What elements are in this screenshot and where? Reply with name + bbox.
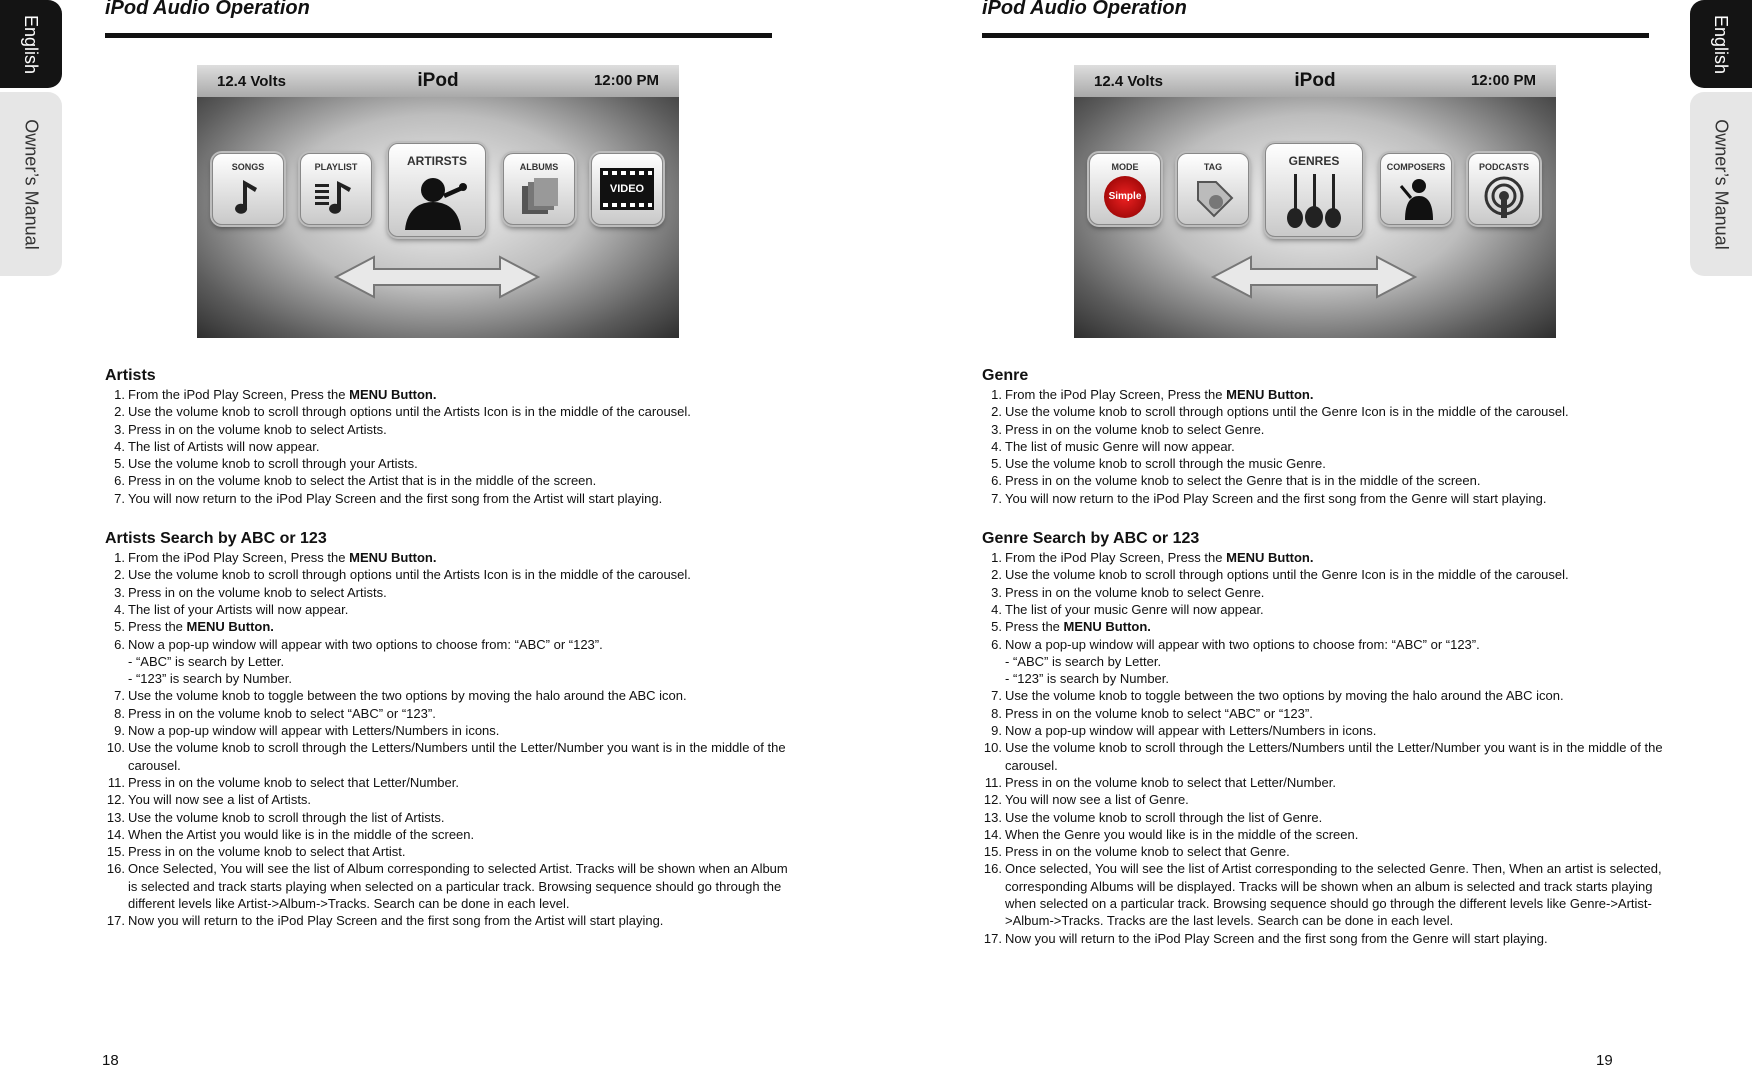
step-number: 4. [991,438,1002,454]
step-item [105,705,795,722]
step-subitem: - “123” is search by Number. [1005,671,1170,687]
step-item [105,809,795,826]
step-number: 5. [114,619,125,635]
carousel-arrows-icon[interactable] [334,255,540,299]
step-item [105,843,795,860]
section-heading: Genre Search by ABC or 123 [982,530,1200,548]
step-text: Use the volume knob to scroll through the list of Artists. [128,809,445,825]
step-text: Once selected, You will see the list of Artist corresponding to the selected Genre. Then, When an artist is selected, corresponding Albums will be displayed. Tracks will be shown when an album is selected and track starts playing when selected on a particular track. Browsing sequence should go through the different levels like Genre->Artist->Album->Tracks. Tracks are the last levels. Search can be done in each level. [1005,861,1662,929]
page-number: 19 [1596,1052,1613,1069]
step-text: You will now see a list of Artists. [128,792,312,808]
step-item [105,584,795,601]
clock-readout: 12:00 PM [593,72,659,89]
step-text: Now you will return to the iPod Play Screen and the first song from the Genre will start playing. [1005,930,1548,946]
step-text: Press in on the volume knob to select that Artist. [128,844,406,860]
page-title: iPod Audio Operation [982,0,1187,19]
step-number: 16. [106,861,125,877]
guitars-icon [1280,174,1348,228]
step-number: 3. [114,421,125,437]
step-text: Use the volume knob to toggle between the two options by moving the halo around the ABC icon. [128,688,687,704]
singer-icon [399,172,475,230]
step-number: 15. [983,844,1002,860]
step-text: Now you will return to the iPod Play Screen and the first song from the Artist will start playing. [128,913,664,929]
step-text: Now a pop-up window will appear with two options to choose from: “ABC” or “123”. [1005,636,1480,652]
carousel-arrows-icon[interactable] [1211,255,1417,299]
step-text: Press in on the volume knob to select Artists. [128,421,387,437]
step-item [982,930,1672,947]
step-text: When the Genre you would like is in the middle of the screen. [1005,826,1359,842]
step-text: The list of music Genre will now appear. [1005,438,1235,454]
step-number: 4. [114,601,125,617]
voltage-readout: 12.4 Volts [217,73,286,90]
step-item [105,636,795,653]
step-item [105,549,795,566]
step-item [982,584,1672,601]
step-text: Press the [128,619,187,635]
source-name: iPod [1294,70,1336,91]
header-rule [105,33,772,38]
step-number: 15. [106,844,125,860]
voltage-readout: 12.4 Volts [1094,73,1163,90]
step-text: Use the volume knob to scroll through options until the Artists Icon is in the middle of the carousel. [128,567,691,583]
step-number: 9. [114,723,125,739]
step-text: Use the volume knob to scroll through the music Genre. [1005,456,1326,472]
step-item [982,791,1672,808]
step-text: Press in on the volume knob to select Genre. [1005,421,1265,437]
step-text: Press in on the volume knob to select “ABC” or “123”. [128,705,436,721]
step-text: Press in on the volume knob to select the Genre that is in the middle of the screen. [1005,473,1481,489]
section-heading: Genre [982,367,1029,384]
artists-button[interactable]: ARTIRSTS [388,143,486,237]
step-text: From the iPod Play Screen, Press the [128,387,350,402]
step-number: 7. [114,688,125,704]
step-item [982,722,1672,739]
step-number: 2. [991,404,1002,420]
step-item [982,549,1672,566]
step-number: 6. [991,636,1002,652]
composer-icon [1395,176,1437,220]
step-item [105,421,795,438]
step-text: The list of your music Genre will now appear. [1005,601,1264,617]
step-number: 14. [106,826,125,842]
step-item [982,455,1672,472]
step-number: 5. [991,456,1002,472]
manual-tab[interactable]: Owner’s Manual [1690,92,1752,276]
step-text: Now a pop-up window will appear with Letters/Numbers in icons. [1005,723,1377,739]
step-item [105,490,795,507]
step-text: Now a pop-up window will appear with two options to choose from: “ABC” or “123”. [128,636,603,652]
step-text: Now a pop-up window will appear with Letters/Numbers in icons. [128,723,500,739]
step-number: 13. [106,809,125,825]
step-item [982,860,1672,929]
step-item [982,438,1672,455]
step-number: 16. [983,861,1002,877]
step-item [982,843,1672,860]
step-number: 17. [983,930,1002,946]
step-text: Use the volume knob to scroll through options until the Genre Icon is in the middle of the carousel. [1005,567,1569,583]
tag-icon [1194,178,1234,218]
step-item [105,774,795,791]
step-number: 1. [991,550,1002,566]
steps-list [105,386,795,507]
step-number: 8. [991,705,1002,721]
step-number: 9. [991,723,1002,739]
clock-readout: 12:00 PM [1470,72,1536,89]
manual-tab[interactable]: Owner’s Manual [0,92,62,276]
step-item [105,438,795,455]
step-item [105,386,795,403]
step-item [982,687,1672,704]
step-item [105,403,795,420]
step-item [982,618,1672,635]
language-tab[interactable]: English [1690,0,1752,88]
ipod-screen [197,65,679,338]
step-emphasis: MENU Button. [349,550,437,566]
step-subitem: - “ABC” is search by Letter. [128,653,285,669]
step-item [982,774,1672,791]
step-number: 6. [991,473,1002,489]
step-text: Use the volume knob to scroll through the Letters/Numbers until the Letter/Number you want is in the middle of the carousel. [1005,740,1663,773]
mode-button[interactable]: MODE Simple [1089,153,1161,225]
step-emphasis: MENU Button. [1063,619,1151,635]
step-number: 10. [983,740,1002,756]
step-number: 7. [114,490,125,506]
language-tab[interactable]: English [0,0,62,88]
step-number: 1. [114,387,125,402]
step-text: The list of your Artists will now appear. [128,601,349,617]
page-number: 18 [102,1052,119,1069]
albums-icon [520,178,560,218]
step-text: You will now see a list of Genre. [1005,792,1189,808]
step-text: Use the volume knob to scroll through the Letters/Numbers until the Letter/Number you want is in the middle of the carousel. [128,740,786,773]
status-bar [1074,65,1556,97]
instructions [982,366,1672,947]
right-page [876,0,1752,1069]
step-number: 11. [984,774,1002,790]
step-item [982,739,1672,774]
step-number: 5. [114,456,125,472]
podcast-icon [1483,176,1525,220]
step-number: 3. [114,584,125,600]
step-emphasis: MENU Button. [349,387,437,402]
step-number: 2. [114,567,125,583]
step-text: Press in on the volume knob to select that Letter/Number. [128,774,459,790]
step-number: 12. [983,792,1002,808]
step-number: 8. [114,705,125,721]
step-number: 11. [107,774,125,790]
step-number: 10. [106,740,125,756]
step-text: From the iPod Play Screen, Press the [1005,387,1227,402]
step-item [105,601,795,618]
step-item [105,826,795,843]
step-number: 7. [991,490,1002,506]
step-number: 4. [991,601,1002,617]
step-text: From the iPod Play Screen, Press the [1005,550,1227,566]
step-emphasis: MENU Button. [186,619,274,635]
step-item [982,601,1672,618]
source-name: iPod [417,70,459,91]
step-number: 2. [991,567,1002,583]
step-item [982,809,1672,826]
steps-list [982,549,1672,947]
step-item [105,472,795,489]
step-text: Use the volume knob to scroll through options until the Genre Icon is in the middle of the carousel. [1005,404,1569,420]
step-text: Press in on the volume knob to select “ABC” or “123”. [1005,705,1313,721]
step-item [105,912,795,929]
status-bar [197,65,679,97]
page-title: iPod Audio Operation [105,0,310,19]
genres-button[interactable]: GENRES [1265,143,1363,237]
section-heading: Artists Search by ABC or 123 [105,530,327,548]
step-text: The list of Artists will now appear. [128,438,320,454]
step-number: 13. [983,809,1002,825]
ipod-screen [1074,65,1556,338]
step-text: From the iPod Play Screen, Press the [128,550,350,566]
step-item [105,687,795,704]
playlist-icon [313,178,359,218]
section-heading: Artists [105,367,156,384]
step-number: 17. [106,913,125,929]
step-number: 12. [106,792,125,808]
step-text: Press in on the volume knob to select Genre. [1005,584,1265,600]
step-number: 6. [114,473,125,489]
step-item [105,455,795,472]
instructions [105,366,795,930]
podcasts-button[interactable]: PODCASTS [1468,153,1540,225]
step-item [105,739,795,774]
step-item [982,403,1672,420]
step-text: Press in on the volume knob to select that Genre. [1005,844,1290,860]
step-item [982,636,1672,653]
step-subitem: - “ABC” is search by Letter. [1005,653,1162,669]
step-item [982,386,1672,403]
step-item [982,705,1672,722]
steps-list [105,549,795,930]
step-text: Press the [1005,619,1064,635]
step-text: Press in on the volume knob to select the Artist that is in the middle of the screen. [128,473,597,489]
step-item [982,826,1672,843]
mode-badge: Simple [1108,191,1142,202]
step-number: 1. [114,550,125,566]
step-text: Once Selected, You will see the list of Album corresponding to selected Artist. Tracks will be shown when an Album is selected and track starts playing when selected on a particular track. Browsing sequence should go through the different levels like Artist->Album->Tracks. Search can be done in each level. [128,861,788,912]
composers-button[interactable]: COMPOSERS [1380,153,1452,225]
step-item [105,791,795,808]
step-text: Use the volume knob to scroll through the list of Genre. [1005,809,1323,825]
step-text: When the Artist you would like is in the middle of the screen. [128,826,475,842]
step-number: 4. [114,438,125,454]
step-item [105,722,795,739]
step-text: Use the volume knob to scroll through your Artists. [128,456,418,472]
header-rule [982,33,1649,38]
step-number: 2. [114,404,125,420]
step-number: 3. [991,584,1002,600]
video-button[interactable] [591,153,663,225]
tag-button[interactable]: TAG [1177,153,1249,225]
step-item [982,566,1672,583]
step-text: You will now return to the iPod Play Screen and the first song from the Artist will start playing. [128,490,663,506]
step-number: 14. [983,826,1002,842]
step-text: Press in on the volume knob to select Artists. [128,584,387,600]
step-text: Use the volume knob to scroll through options until the Artists Icon is in the middle of the carousel. [128,404,691,420]
step-number: 3. [991,421,1002,437]
playlist-button[interactable]: PLAYLIST [300,153,372,225]
step-subitem: - “123” is search by Number. [128,671,293,687]
step-item [982,421,1672,438]
step-item [982,490,1672,507]
albums-button[interactable]: ALBUMS [503,153,575,225]
step-emphasis: MENU Button. [1226,387,1314,402]
step-emphasis: MENU Button. [1226,550,1314,566]
step-number: 6. [114,636,125,652]
step-text: You will now return to the iPod Play Screen and the first song from the Genre will start playing. [1005,490,1547,506]
steps-list [982,386,1672,507]
music-note-icon [233,178,265,218]
video-label: VIDEO [609,183,645,195]
step-item [105,566,795,583]
step-number: 1. [991,387,1002,402]
step-number: 5. [991,619,1002,635]
step-text: Use the volume knob to toggle between the two options by moving the halo around the ABC icon. [1005,688,1564,704]
step-item [105,860,795,912]
step-item [105,618,795,635]
songs-button[interactable]: SONGS [212,153,284,225]
step-number: 7. [991,688,1002,704]
step-item [982,472,1672,489]
step-text: Press in on the volume knob to select that Letter/Number. [1005,774,1336,790]
